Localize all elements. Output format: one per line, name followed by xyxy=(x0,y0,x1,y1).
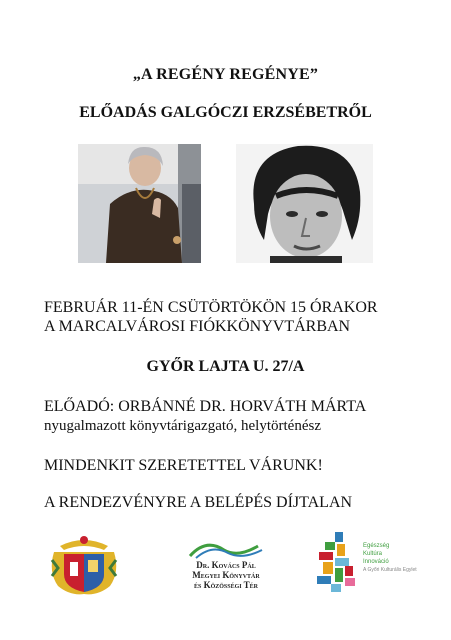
author-portrait-image xyxy=(236,144,373,263)
entry-text: A RENDEZVÉNYRE A BELÉPÉS DÍJTALAN xyxy=(44,494,353,511)
eki-line4: A Győri Kulturális Egylet xyxy=(363,567,417,573)
eki-line3: Innováció xyxy=(363,559,389,565)
event-title: „A REGÉNY REGÉNYE” xyxy=(132,66,319,83)
library-name-line2: Megyei Könyvtár xyxy=(192,570,260,580)
event-place-line: A MARCALVÁROSI FIÓKKÖNYVTÁRBAN xyxy=(44,318,351,335)
invite-text: MINDENKIT SZERETETTEL VÁRUNK! xyxy=(44,457,323,474)
library-name-line3: és Közösségi Tér xyxy=(193,580,259,590)
eki-line2: Kultúra xyxy=(363,551,383,557)
author-portrait xyxy=(236,144,373,263)
library-wave-icon xyxy=(176,538,276,560)
speaker-name-line: ELŐADÓ: ORBÁNNÉ DR. HORVÁTH MÁRTA xyxy=(44,398,367,415)
event-date-line: FEBRUÁR 11-ÉN CSÜTÖRTÖKÖN 15 ÓRAKOR xyxy=(44,299,378,316)
speaker-role: nyugalmazott könyvtárigazgató, helytörténész xyxy=(44,418,321,434)
eki-logo xyxy=(315,532,417,596)
library-logo xyxy=(176,532,276,594)
coat-of-arms-icon xyxy=(48,532,120,596)
library-name-line1: Dr. Kovács Pál xyxy=(196,560,256,570)
speaker-photo xyxy=(78,144,201,263)
coat-of-arms-logo xyxy=(48,532,120,596)
event-subtitle: ELŐADÁS GALGÓCZI ERZSÉBETRŐL xyxy=(79,104,372,121)
eki-line1: Egészség xyxy=(363,543,390,549)
event-address: GYŐR LAJTA U. 27/A xyxy=(146,358,305,375)
speaker-photo-image xyxy=(78,144,201,263)
eki-mosaic-icon xyxy=(315,532,359,594)
